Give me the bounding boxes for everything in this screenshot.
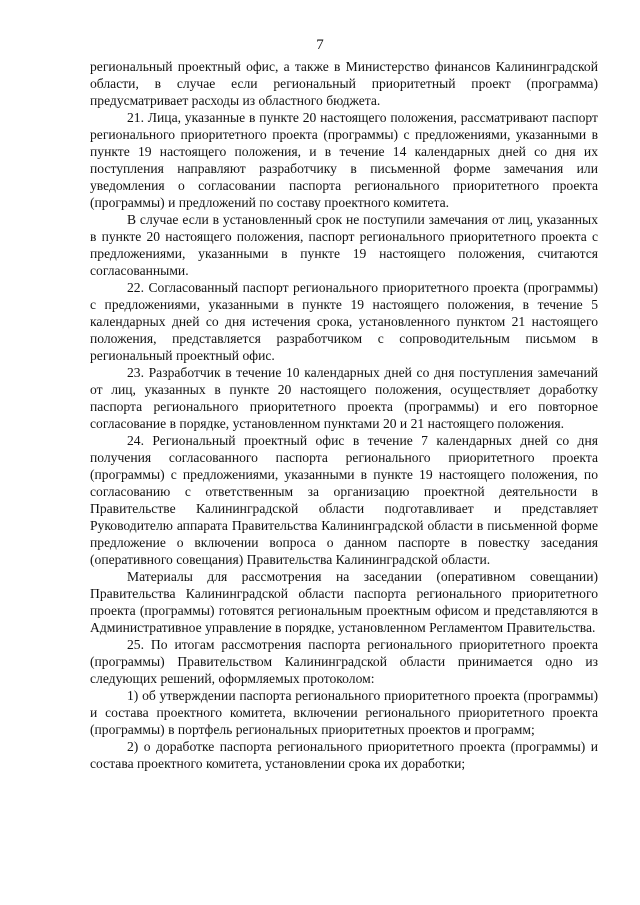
paragraph-continuation: региональный проектный офис, а также в Министерство финансов Калининградской области, в случае если региональный приоритетный проект (программа) предусматривает расходы из областного бюджета.	[90, 59, 598, 108]
paragraph-item-24-materials: Материалы для рассмотрения на заседании (оперативном совещании) Правительства Калининградской области паспорта регионального приоритетного проекта (программы) готовятся региональным проектным офисом и представляются в Административное управление в порядке, установленном Регламентом Правительства.	[90, 569, 598, 635]
document-body	[90, 58, 598, 772]
page-number: 7	[316, 37, 324, 53]
paragraph-item-25-option-1: 1) об утверждении паспорта регионального приоритетного проекта (программы) и состава проектного комитета, включении регионального приоритетного проекта (программы) в портфель региональных приоритетных проектов и программ;	[90, 688, 598, 737]
paragraph-item-21: 21. Лица, указанные в пункте 20 настоящего положения, рассматривают паспорт регионального приоритетного проекта (программы) с предложениями, указанными в пункте 19 настоящего положения, и в течение 14 календарных дней со дня их поступления направляют разработчику в письменной форме замечания или уведомления о согласовании паспорта регионального приоритетного проекта (программы) и предложений по составу проектного комитета.	[90, 110, 598, 210]
paragraph-item-21-note: В случае если в установленный срок не поступили замечания от лиц, указанных в пункте 20 настоящего положения, паспорт регионального приоритетного проекта с предложениями, указанными в пункте 19 настоящего положения, считаются согласованными.	[90, 212, 598, 278]
paragraph-item-25-option-2: 2) о доработке паспорта регионального приоритетного проекта (программы) и состава проектного комитета, установлении срока их доработки;	[90, 739, 598, 771]
paragraph-item-24: 24. Региональный проектный офис в течение 7 календарных дней со дня получения согласованного паспорта регионального приоритетного проекта (программы) с предложениями, указанными в пункте 19 настоящего положения, по согласованию с ответственным за организацию проектной деятельности в Правительстве Калининградской области подготавливает и представляет Руководителю аппарата Правительства Калининградской области в письменной форме предложение о включении вопроса о данном паспорте в повестку заседания (оперативного совещания) Правительства Калининградской области.	[90, 433, 598, 567]
paragraph-item-25: 25. По итогам рассмотрения паспорта регионального приоритетного проекта (программы) Правительством Калининградской области принимается одно из следующих решений, оформляемых протоколом:	[90, 637, 598, 686]
paragraph-item-23: 23. Разработчик в течение 10 календарных дней со дня поступления замечаний от лиц, указанных в пункте 20 настоящего положения, осуществляет доработку паспорта регионального приоритетного проекта (программы) и его повторное согласование в порядке, установленном пунктами 20 и 21 настоящего положения.	[90, 365, 598, 431]
paragraph-item-22: 22. Согласованный паспорт регионального приоритетного проекта (программы) с предложениями, указанными в пункте 19 настоящего положения, в течение 5 календарных дней со дня истечения срока, установленного пунктом 21 настоящего положения, представляется разработчиком с сопроводительным письмом в региональный проектный офис.	[90, 280, 598, 363]
